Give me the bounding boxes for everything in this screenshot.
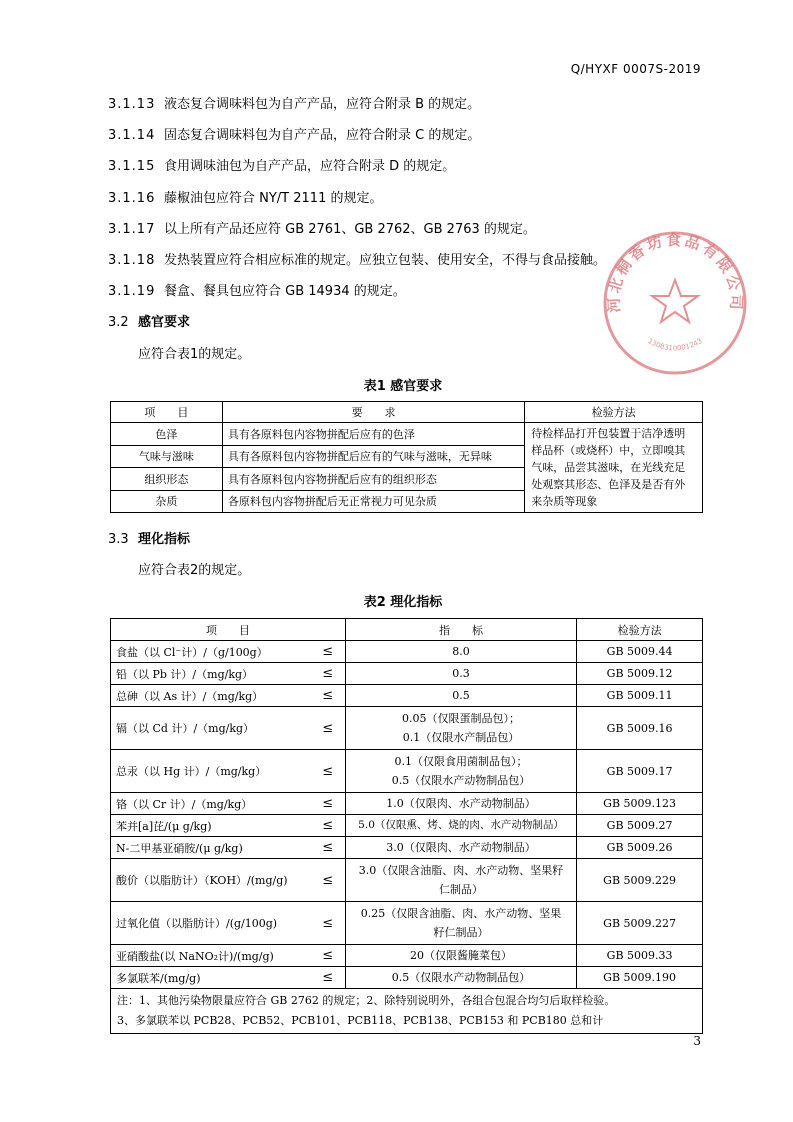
table-note-row	[111, 989, 703, 1034]
item-cell: 酸价（以脂肪计）（KOH）/(mg/g)	[111, 859, 311, 902]
requirement-cell: 各原料包内容物拼配后无正常视力可见杂质	[222, 490, 524, 513]
clause-3-1-17	[108, 218, 536, 237]
item-cell: 色泽	[111, 423, 223, 446]
table-header-row	[111, 619, 703, 641]
value-line: 仁制品）	[439, 883, 484, 896]
seal-number: 1308310001243	[646, 336, 704, 353]
operator-cell: ≤	[310, 750, 345, 793]
requirement-cell: 具有各原料包内容物拼配后应有的气味与滋味，无异味	[222, 445, 524, 468]
value-cell: 8.0	[345, 641, 576, 663]
clause-text: 餐盒、餐具包应符合 GB 14934 的规定。	[164, 284, 406, 299]
operator-cell: ≤	[310, 837, 345, 859]
method-cell: GB 5009.44	[577, 641, 703, 663]
table-note-line: 3、多氯联苯以 PCB28、PCB52、PCB101、PCB118、PCB138、PCB153 和 PCB180 总和计	[117, 1014, 604, 1027]
method-cell: GB 5009.16	[577, 707, 703, 750]
value-cell: 1.0（仅限肉、水产动物制品）	[345, 793, 576, 815]
column-header: 检验方法	[577, 619, 703, 641]
value-line: 3.0（仅限含油脂、肉、水产动物、坚果籽	[358, 864, 564, 877]
item-cell: N-二甲基亚硝胺/(μ g/kg)	[111, 837, 311, 859]
clause-number: 3.1.15	[108, 159, 156, 174]
clause-number: 3.1.18	[108, 253, 156, 268]
method-cell: GB 5009.12	[577, 663, 703, 685]
table-row	[111, 423, 703, 446]
table-row	[111, 902, 703, 945]
clause-number: 3.1.17	[108, 222, 156, 237]
operator-cell: ≤	[310, 793, 345, 815]
inspection-method-cell: 待检样品打开包装置于洁净透明样品杯（或烧杯）中，立即嗅其气味，品尝其滋味，在光线充足处观察其形态、色泽及是否有外来杂质等现象	[525, 423, 703, 513]
clause-3-1-13	[108, 93, 480, 112]
item-cell: 亚硝酸盐(以 NaNO₂计)/(mg/g)	[111, 945, 311, 967]
value-cell: 20（仅限酱腌菜包）	[345, 945, 576, 967]
table-note-cell	[111, 989, 703, 1034]
item-cell: 杂质	[111, 490, 223, 513]
item-cell: 铅（以 Pb 计）/（mg/kg）	[111, 663, 311, 685]
item-cell: 苯并[a]芘/(μ g/kg)	[111, 815, 311, 837]
column-header: 要 求	[222, 402, 524, 423]
clause-text: 藤椒油包应符合 NY/T 2111 的规定。	[164, 191, 383, 206]
clause-3-1-18	[108, 249, 606, 268]
clause-text: 固态复合调味料包为自产产品，应符合附录 C 的规定。	[164, 128, 481, 143]
method-cell: GB 5009.11	[577, 685, 703, 707]
operator-cell: ≤	[310, 707, 345, 750]
document-code: Q/HYXF 0007S-2019	[570, 62, 701, 76]
clause-number: 3.1.16	[108, 191, 156, 206]
method-cell: GB 5009.229	[577, 859, 703, 902]
item-cell: 过氧化值（以脂肪计）/(g/100g)	[111, 902, 311, 945]
section-title: 理化指标	[138, 532, 191, 547]
table-row	[111, 641, 703, 663]
column-header: 指 标	[345, 619, 576, 641]
operator-cell: ≤	[310, 815, 345, 837]
table-row	[111, 685, 703, 707]
table-row	[111, 837, 703, 859]
section-3-2-text: 应符合表1的规定。	[138, 347, 251, 362]
seal-text: 河北桐香坊食品有限公司	[604, 230, 746, 313]
item-cell: 组织形态	[111, 468, 223, 491]
operator-cell: ≤	[310, 967, 345, 989]
clause-3-1-19	[108, 280, 406, 299]
page-number: 3	[693, 1034, 701, 1048]
operator-cell: ≤	[310, 945, 345, 967]
sensory-requirements-table	[110, 401, 703, 513]
operator-cell: ≤	[310, 663, 345, 685]
value-cell	[345, 859, 576, 902]
item-cell: 气味与滋味	[111, 445, 223, 468]
clause-number: 3.1.13	[108, 97, 156, 112]
item-cell: 食盐（以 Cl⁻计）/（g/100g）	[111, 641, 311, 663]
section-heading-3-3	[108, 528, 190, 547]
column-header: 检验方法	[525, 402, 703, 423]
method-cell: GB 5009.27	[577, 815, 703, 837]
method-cell: GB 5009.26	[577, 837, 703, 859]
table2-caption: 表2 理化指标	[363, 595, 443, 610]
table-row	[111, 750, 703, 793]
company-seal-stamp	[600, 228, 750, 378]
method-cell: GB 5009.190	[577, 967, 703, 989]
value-line: 0.1（仅限水产制品包）	[402, 731, 520, 744]
table1-caption: 表1 感官要求	[363, 379, 443, 394]
clause-number: 3.1.14	[108, 128, 156, 143]
table-row	[111, 945, 703, 967]
table-row	[111, 859, 703, 902]
value-line: 0.25（仅限含油脂、肉、水产动物、坚果	[360, 907, 562, 920]
value-line: 0.1（仅限食用菌制品包）；	[394, 755, 528, 768]
requirement-cell: 具有各原料包内容物拼配后应有的组织形态	[222, 468, 524, 491]
section-number: 3.3	[108, 532, 129, 547]
physicochemical-indicators-table	[110, 618, 703, 1034]
value-line: 0.05（仅限蛋制品包）；	[402, 712, 521, 725]
clause-3-1-14	[108, 124, 480, 143]
value-cell: 3.0（仅限肉、水产动物制品）	[345, 837, 576, 859]
operator-cell: ≤	[310, 902, 345, 945]
value-cell: 5.0（仅限熏、烤、烧的肉、水产动物制品）	[345, 815, 576, 837]
clause-text: 食用调味油包为自产产品，应符合附录 D 的规定。	[164, 159, 456, 174]
clause-text: 以上所有产品还应符 GB 2761、GB 2762、GB 2763 的规定。	[164, 222, 536, 237]
method-cell: GB 5009.17	[577, 750, 703, 793]
value-cell: 0.3	[345, 663, 576, 685]
clause-text: 发热装置应符合相应标准的规定。应独立包装、使用安全，不得与食品接触。	[164, 253, 607, 268]
method-cell: GB 5009.227	[577, 902, 703, 945]
svg-text:河北桐香坊食品有限公司	[605, 231, 746, 313]
operator-cell: ≤	[310, 641, 345, 663]
operator-cell: ≤	[310, 859, 345, 902]
table-row	[111, 793, 703, 815]
clause-number: 3.1.19	[108, 284, 156, 299]
table-row	[111, 663, 703, 685]
item-cell: 多氯联苯/(mg/g)	[111, 967, 311, 989]
section-number: 3.2	[108, 315, 129, 330]
clause-text: 液态复合调味料包为自产产品，应符合附录 B 的规定。	[164, 97, 481, 112]
value-line: 0.5（仅限水产动物制品包）	[391, 774, 531, 787]
section-heading-3-2	[108, 311, 190, 330]
value-cell	[345, 902, 576, 945]
table-header-row	[111, 402, 703, 423]
svg-text:1308310001243	[646, 337, 703, 352]
value-cell	[345, 750, 576, 793]
table-row	[111, 967, 703, 989]
table-row	[111, 707, 703, 750]
value-line: 籽仁制品）	[433, 926, 489, 939]
item-cell: 镉（以 Cd 计）/（mg/kg）	[111, 707, 311, 750]
value-cell	[345, 707, 576, 750]
method-cell: GB 5009.123	[577, 793, 703, 815]
value-cell: 0.5（仅限水产动物制品包）	[345, 967, 576, 989]
item-cell: 总汞（以 Hg 计）/（mg/kg）	[111, 750, 311, 793]
section-title: 感官要求	[138, 315, 191, 330]
requirement-cell: 具有各原料包内容物拼配后应有的色泽	[222, 423, 524, 446]
table-row	[111, 815, 703, 837]
method-cell: GB 5009.33	[577, 945, 703, 967]
item-cell: 铬（以 Cr 计）/（mg/kg）	[111, 793, 311, 815]
item-cell: 总砷（以 As 计）/（mg/kg）	[111, 685, 311, 707]
value-cell: 0.5	[345, 685, 576, 707]
section-3-3-text: 应符合表2的规定。	[138, 563, 251, 578]
column-header: 项 目	[111, 619, 346, 641]
table-note-line: 注：1、其他污染物限量应符合 GB 2762 的规定；2、除特别说明外，各组合包混合均匀后取样检验。	[117, 994, 616, 1007]
operator-cell: ≤	[310, 685, 345, 707]
clause-3-1-15	[108, 155, 455, 174]
clause-3-1-16	[108, 187, 382, 206]
column-header: 项 目	[111, 402, 223, 423]
